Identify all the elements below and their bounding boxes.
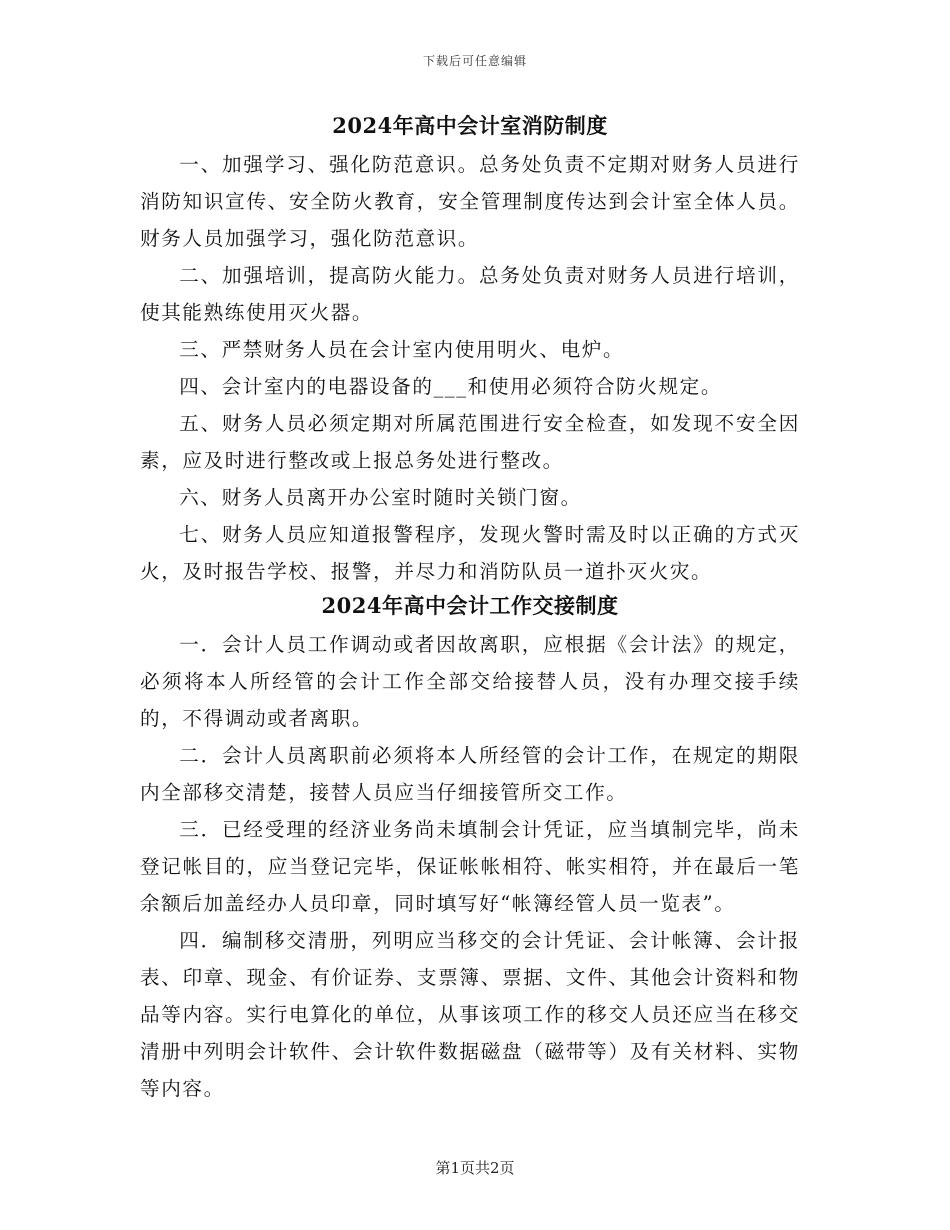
paragraph: 六、财务人员离开办公室时随时关锁门窗。 bbox=[179, 486, 582, 509]
section-fire-safety bbox=[140, 110, 800, 590]
paragraph: 一、加强学习、强化防范意识。总务处负责不定期对财务人员进行消防知识宣传、安全防火教育，安全管理制度传达到会计室全体人员。财务人员加强学习，强化防范意识。 bbox=[140, 153, 800, 250]
paragraph: 七、财务人员应知道报警程序，发现火警时需及时以正确的方式灭火，及时报告学校、报警，并尽力和消防队员一道扑灭火灾。 bbox=[140, 523, 800, 583]
paragraph: 三、严禁财务人员在会计室内使用明火、电炉。 bbox=[179, 338, 625, 361]
section-handover bbox=[140, 590, 800, 1107]
paragraph: 五、财务人员必须定期对所属范围进行安全检查，如发现不安全因素，应及时进行整改或上报总务处进行整改。 bbox=[140, 412, 800, 472]
paragraph: 一．会计人员工作调动或者因故离职，应根据《会计法》的规定，必须将本人所经管的会计工作全部交给接替人员，没有办理交接手续的，不得调动或者离职。 bbox=[140, 633, 800, 730]
page-header-note: 下载后可任意编辑 bbox=[422, 54, 527, 68]
paragraph: 二．会计人员离职前必须将本人所经管的会计工作，在规定的期限内全部移交清楚，接替人员应当仔细接管所交工作。 bbox=[140, 744, 800, 804]
section-title: 2024年高中会计室消防制度 bbox=[332, 113, 608, 138]
page-number: 第1页共2页 bbox=[435, 1159, 515, 1177]
paragraph: 三．已经受理的经济业务尚未填制会计凭证，应当填制完毕，尚未登记帐目的，应当登记完毕，保证帐帐相符、帐实相符，并在最后一笔余额后加盖经办人员印章，同时填写好“帐簿经管人员一览表”。 bbox=[140, 818, 800, 915]
paragraph: 四、会计室内的电器设备的___和使用必须符合防火规定。 bbox=[179, 375, 723, 398]
paragraph: 二、加强培训，提高防火能力。总务处负责对财务人员进行培训，使其能熟练使用灭火器。 bbox=[140, 264, 800, 324]
document-body bbox=[140, 110, 800, 1107]
section-title: 2024年高中会计工作交接制度 bbox=[321, 593, 619, 618]
paragraph: 四．编制移交清册，列明应当移交的会计凭证、会计帐簿、会计报表、印章、现金、有价证券、支票簿、票据、文件、其他会计资料和物品等内容。实行电算化的单位，从事该项工作的移交人员还应当在移交清册中列明会计软件、会计软件数据磁盘（磁带等）及有关材料、实物等内容。 bbox=[140, 929, 800, 1100]
